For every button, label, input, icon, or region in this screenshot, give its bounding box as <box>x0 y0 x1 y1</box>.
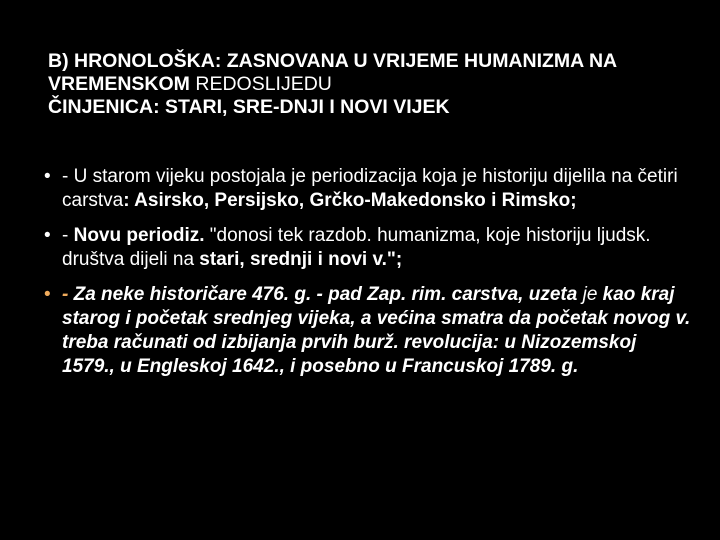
bullet-marker: • <box>44 284 51 305</box>
bullet-2-bold-2: stari, srednji i novi v."; <box>199 249 403 270</box>
bullet-1-text: - U starom vijeku postojala je periodizacija koja je historiju dijelila na četiri carstva <box>62 166 678 211</box>
bullet-list <box>44 165 694 390</box>
bullet-1-bold: : Asirsko, Persijsko, Grčko-Makedonsko i Rimsko; <box>123 190 577 211</box>
slide-title <box>48 50 688 119</box>
bullet-item-2 <box>44 224 694 272</box>
bullet-3-dash: - <box>62 284 74 305</box>
title-part-5: ČINJENICA: STARI, SRE-DNJI I NOVI VIJEK <box>48 96 450 118</box>
bullet-3-text-2: je <box>582 284 598 305</box>
title-part-4: REDOSLIJEDU <box>189 73 332 95</box>
bullet-2-text: "donosi tek razdob. humanizma, koje historiju ljudsk. društva dijeli na <box>62 225 651 270</box>
title-part-2: : <box>214 50 227 72</box>
title-part-1: B) HRONOLOŠKA <box>48 50 215 72</box>
bullet-3-text-3: kao kraj starog i početak srednjeg vijeka, a većina smatra da početak novog v. treba računati od izbijanja prvih burž. revolucija: u Nizozemskoj 1579., u Engleskoj 1642., i posebno u Francuskoj 1789. g. <box>62 284 691 377</box>
bullet-3-text-1: Za neke historičare 476. g. - pad Zap. rim. carstva, uzeta <box>73 284 583 305</box>
title-part-3: ZASNOVANA U VRIJEME HUMANIZMA NA VREMENSKOM <box>48 50 617 95</box>
bullet-2-dash: - <box>62 225 74 246</box>
bullet-marker: • <box>44 225 51 246</box>
bullet-marker: • <box>44 166 51 187</box>
bullet-item-1 <box>44 165 694 213</box>
bullet-item-3 <box>44 283 694 379</box>
bullet-2-bold-1: Novu periodiz. <box>73 225 205 246</box>
